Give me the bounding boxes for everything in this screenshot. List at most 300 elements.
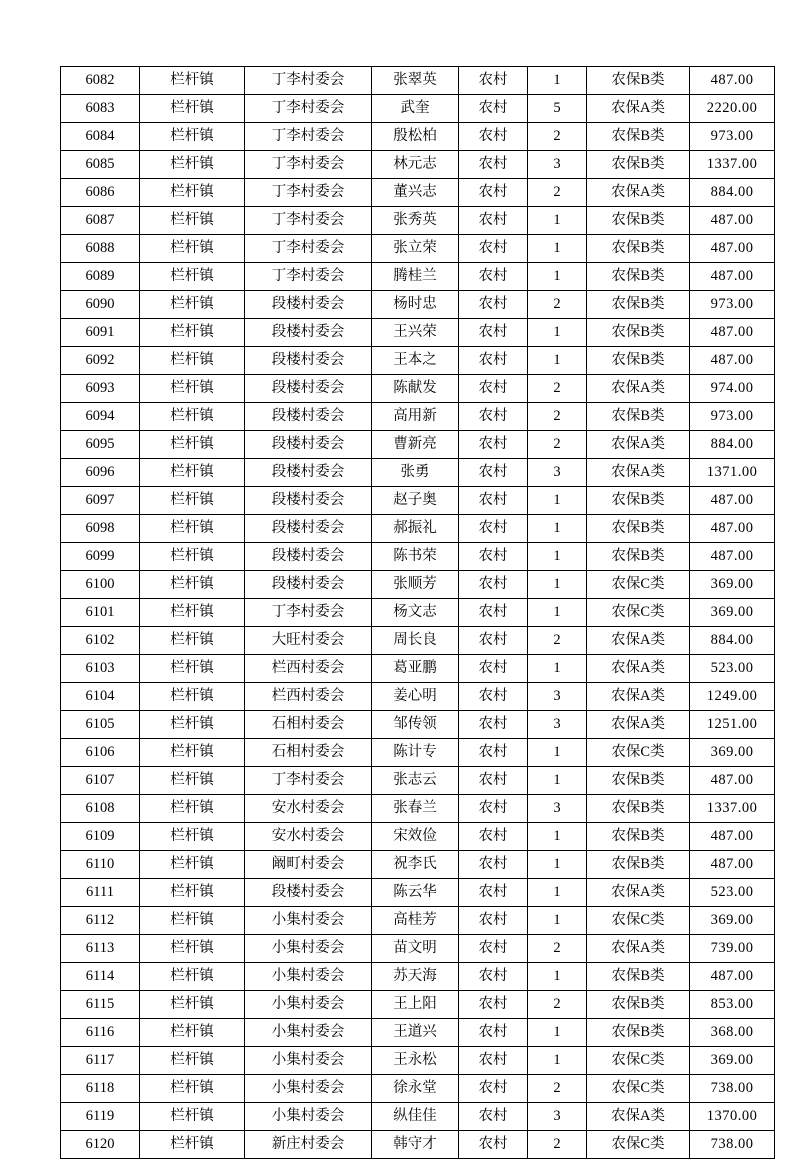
cell-count: 2 (528, 179, 587, 207)
cell-id: 6107 (61, 767, 140, 795)
cell-category: 农保A类 (587, 683, 690, 711)
cell-household-type: 农村 (459, 151, 528, 179)
table-body (61, 67, 775, 1159)
cell-name: 高用新 (372, 403, 459, 431)
cell-id: 6100 (61, 571, 140, 599)
cell-name: 徐永堂 (372, 1075, 459, 1103)
table-row (61, 263, 775, 291)
cell-village: 段楼村委会 (245, 879, 372, 907)
cell-count: 1 (528, 207, 587, 235)
table-row (61, 823, 775, 851)
cell-town: 栏杆镇 (140, 739, 245, 767)
cell-household-type: 农村 (459, 291, 528, 319)
table-row (61, 711, 775, 739)
table-row (61, 571, 775, 599)
cell-category: 农保B类 (587, 487, 690, 515)
cell-household-type: 农村 (459, 1075, 528, 1103)
cell-amount: 853.00 (690, 991, 775, 1019)
cell-name: 王上阳 (372, 991, 459, 1019)
cell-id: 6097 (61, 487, 140, 515)
cell-amount: 973.00 (690, 291, 775, 319)
cell-count: 1 (528, 851, 587, 879)
cell-town: 栏杆镇 (140, 459, 245, 487)
cell-name: 陈献发 (372, 375, 459, 403)
cell-village: 安水村委会 (245, 823, 372, 851)
cell-household-type: 农村 (459, 543, 528, 571)
cell-amount: 487.00 (690, 319, 775, 347)
table-row (61, 431, 775, 459)
cell-count: 1 (528, 767, 587, 795)
cell-count: 3 (528, 1103, 587, 1131)
cell-name: 杨时忠 (372, 291, 459, 319)
cell-count: 1 (528, 487, 587, 515)
cell-village: 新庄村委会 (245, 1131, 372, 1159)
cell-town: 栏杆镇 (140, 767, 245, 795)
cell-village: 段楼村委会 (245, 571, 372, 599)
cell-town: 栏杆镇 (140, 571, 245, 599)
cell-name: 苗文明 (372, 935, 459, 963)
cell-id: 6083 (61, 95, 140, 123)
cell-household-type: 农村 (459, 991, 528, 1019)
cell-count: 2 (528, 1131, 587, 1159)
cell-village: 小集村委会 (245, 1019, 372, 1047)
cell-amount: 523.00 (690, 655, 775, 683)
cell-village: 段楼村委会 (245, 319, 372, 347)
table-row (61, 1075, 775, 1103)
cell-amount: 1337.00 (690, 795, 775, 823)
cell-town: 栏杆镇 (140, 795, 245, 823)
cell-name: 韩守才 (372, 1131, 459, 1159)
cell-household-type: 农村 (459, 95, 528, 123)
cell-name: 王道兴 (372, 1019, 459, 1047)
cell-name: 姜心明 (372, 683, 459, 711)
table-row (61, 739, 775, 767)
cell-category: 农保B类 (587, 1019, 690, 1047)
cell-amount: 1370.00 (690, 1103, 775, 1131)
table-row (61, 235, 775, 263)
cell-village: 段楼村委会 (245, 431, 372, 459)
cell-name: 张立荣 (372, 235, 459, 263)
cell-village: 丁李村委会 (245, 151, 372, 179)
cell-category: 农保A类 (587, 655, 690, 683)
cell-amount: 487.00 (690, 823, 775, 851)
cell-name: 张志云 (372, 767, 459, 795)
cell-village: 小集村委会 (245, 1103, 372, 1131)
cell-amount: 738.00 (690, 1131, 775, 1159)
cell-amount: 884.00 (690, 431, 775, 459)
cell-town: 栏杆镇 (140, 935, 245, 963)
cell-village: 段楼村委会 (245, 375, 372, 403)
cell-id: 6090 (61, 291, 140, 319)
cell-name: 殷松柏 (372, 123, 459, 151)
cell-amount: 1251.00 (690, 711, 775, 739)
cell-town: 栏杆镇 (140, 347, 245, 375)
cell-town: 栏杆镇 (140, 319, 245, 347)
cell-name: 纵佳佳 (372, 1103, 459, 1131)
cell-amount: 523.00 (690, 879, 775, 907)
cell-id: 6106 (61, 739, 140, 767)
cell-id: 6084 (61, 123, 140, 151)
cell-category: 农保B类 (587, 67, 690, 95)
cell-village: 栏西村委会 (245, 683, 372, 711)
cell-category: 农保B类 (587, 543, 690, 571)
cell-category: 农保B类 (587, 823, 690, 851)
cell-household-type: 农村 (459, 235, 528, 263)
cell-town: 栏杆镇 (140, 683, 245, 711)
cell-name: 陈计专 (372, 739, 459, 767)
cell-count: 5 (528, 95, 587, 123)
cell-name: 周长良 (372, 627, 459, 655)
cell-village: 丁李村委会 (245, 67, 372, 95)
table-row (61, 599, 775, 627)
table-row (61, 459, 775, 487)
cell-village: 丁李村委会 (245, 95, 372, 123)
cell-town: 栏杆镇 (140, 991, 245, 1019)
cell-town: 栏杆镇 (140, 515, 245, 543)
cell-town: 栏杆镇 (140, 291, 245, 319)
cell-household-type: 农村 (459, 1019, 528, 1047)
cell-amount: 884.00 (690, 627, 775, 655)
cell-count: 3 (528, 683, 587, 711)
cell-town: 栏杆镇 (140, 487, 245, 515)
cell-id: 6094 (61, 403, 140, 431)
cell-town: 栏杆镇 (140, 431, 245, 459)
table-row (61, 1131, 775, 1159)
cell-town: 栏杆镇 (140, 263, 245, 291)
cell-count: 1 (528, 907, 587, 935)
cell-village: 段楼村委会 (245, 515, 372, 543)
cell-id: 6082 (61, 67, 140, 95)
cell-id: 6103 (61, 655, 140, 683)
table-row (61, 683, 775, 711)
cell-amount: 487.00 (690, 347, 775, 375)
table-row (61, 487, 775, 515)
cell-name: 陈书荣 (372, 543, 459, 571)
cell-household-type: 农村 (459, 767, 528, 795)
cell-town: 栏杆镇 (140, 1131, 245, 1159)
cell-household-type: 农村 (459, 851, 528, 879)
table-row (61, 403, 775, 431)
cell-name: 王本之 (372, 347, 459, 375)
cell-count: 1 (528, 347, 587, 375)
cell-count: 1 (528, 263, 587, 291)
cell-id: 6101 (61, 599, 140, 627)
cell-amount: 487.00 (690, 263, 775, 291)
cell-count: 1 (528, 515, 587, 543)
cell-amount: 738.00 (690, 1075, 775, 1103)
cell-town: 栏杆镇 (140, 711, 245, 739)
cell-count: 2 (528, 935, 587, 963)
cell-household-type: 农村 (459, 795, 528, 823)
cell-amount: 1249.00 (690, 683, 775, 711)
cell-category: 农保B类 (587, 767, 690, 795)
cell-village: 大旺村委会 (245, 627, 372, 655)
cell-count: 1 (528, 879, 587, 907)
cell-name: 赵子奥 (372, 487, 459, 515)
cell-name: 张勇 (372, 459, 459, 487)
cell-town: 栏杆镇 (140, 543, 245, 571)
cell-id: 6110 (61, 851, 140, 879)
cell-household-type: 农村 (459, 375, 528, 403)
cell-town: 栏杆镇 (140, 879, 245, 907)
cell-id: 6089 (61, 263, 140, 291)
cell-amount: 487.00 (690, 487, 775, 515)
cell-town: 栏杆镇 (140, 599, 245, 627)
cell-household-type: 农村 (459, 487, 528, 515)
cell-town: 栏杆镇 (140, 1103, 245, 1131)
cell-id: 6119 (61, 1103, 140, 1131)
table-row (61, 879, 775, 907)
cell-name: 张秀英 (372, 207, 459, 235)
table-row (61, 179, 775, 207)
cell-name: 张翠英 (372, 67, 459, 95)
cell-name: 葛亚鹏 (372, 655, 459, 683)
table-row (61, 655, 775, 683)
cell-count: 2 (528, 627, 587, 655)
table-row (61, 907, 775, 935)
cell-household-type: 农村 (459, 515, 528, 543)
cell-count: 1 (528, 235, 587, 263)
cell-id: 6093 (61, 375, 140, 403)
subsidy-table (60, 66, 775, 1159)
cell-count: 2 (528, 403, 587, 431)
cell-count: 1 (528, 543, 587, 571)
table-row (61, 1047, 775, 1075)
cell-household-type: 农村 (459, 179, 528, 207)
cell-household-type: 农村 (459, 1103, 528, 1131)
cell-town: 栏杆镇 (140, 403, 245, 431)
table-row (61, 935, 775, 963)
cell-name: 郝振礼 (372, 515, 459, 543)
cell-town: 栏杆镇 (140, 1019, 245, 1047)
cell-village: 段楼村委会 (245, 403, 372, 431)
table-row (61, 543, 775, 571)
cell-village: 段楼村委会 (245, 487, 372, 515)
cell-amount: 369.00 (690, 571, 775, 599)
cell-count: 3 (528, 459, 587, 487)
cell-name: 高桂芳 (372, 907, 459, 935)
cell-village: 丁李村委会 (245, 123, 372, 151)
cell-amount: 369.00 (690, 907, 775, 935)
cell-amount: 368.00 (690, 1019, 775, 1047)
cell-count: 1 (528, 571, 587, 599)
cell-category: 农保C类 (587, 571, 690, 599)
cell-id: 6099 (61, 543, 140, 571)
cell-category: 农保B类 (587, 515, 690, 543)
table-row (61, 851, 775, 879)
cell-count: 1 (528, 823, 587, 851)
cell-category: 农保A类 (587, 879, 690, 907)
table-row (61, 1103, 775, 1131)
table-row (61, 375, 775, 403)
table-row (61, 991, 775, 1019)
cell-name: 武奎 (372, 95, 459, 123)
cell-village: 小集村委会 (245, 963, 372, 991)
cell-category: 农保C类 (587, 907, 690, 935)
table-row (61, 347, 775, 375)
cell-village: 丁李村委会 (245, 179, 372, 207)
cell-name: 张顺芳 (372, 571, 459, 599)
cell-household-type: 农村 (459, 711, 528, 739)
cell-id: 6091 (61, 319, 140, 347)
cell-category: 农保B类 (587, 963, 690, 991)
cell-household-type: 农村 (459, 823, 528, 851)
cell-id: 6092 (61, 347, 140, 375)
cell-category: 农保B类 (587, 991, 690, 1019)
cell-category: 农保A类 (587, 431, 690, 459)
cell-household-type: 农村 (459, 879, 528, 907)
cell-amount: 2220.00 (690, 95, 775, 123)
cell-amount: 487.00 (690, 67, 775, 95)
cell-category: 农保B类 (587, 291, 690, 319)
cell-id: 6116 (61, 1019, 140, 1047)
cell-amount: 487.00 (690, 543, 775, 571)
cell-household-type: 农村 (459, 963, 528, 991)
cell-village: 丁李村委会 (245, 599, 372, 627)
cell-household-type: 农村 (459, 935, 528, 963)
cell-household-type: 农村 (459, 1131, 528, 1159)
cell-town: 栏杆镇 (140, 207, 245, 235)
cell-town: 栏杆镇 (140, 375, 245, 403)
cell-village: 丁李村委会 (245, 235, 372, 263)
cell-category: 农保C类 (587, 739, 690, 767)
cell-village: 栏西村委会 (245, 655, 372, 683)
cell-category: 农保A类 (587, 627, 690, 655)
cell-name: 王永松 (372, 1047, 459, 1075)
cell-count: 2 (528, 431, 587, 459)
cell-town: 栏杆镇 (140, 627, 245, 655)
cell-village: 小集村委会 (245, 935, 372, 963)
cell-id: 6095 (61, 431, 140, 459)
cell-category: 农保B类 (587, 235, 690, 263)
cell-household-type: 农村 (459, 207, 528, 235)
cell-household-type: 农村 (459, 1047, 528, 1075)
table-row (61, 627, 775, 655)
cell-category: 农保C类 (587, 1075, 690, 1103)
cell-household-type: 农村 (459, 683, 528, 711)
cell-count: 3 (528, 711, 587, 739)
cell-name: 张春兰 (372, 795, 459, 823)
cell-category: 农保A类 (587, 1103, 690, 1131)
cell-town: 栏杆镇 (140, 235, 245, 263)
cell-town: 栏杆镇 (140, 963, 245, 991)
cell-town: 栏杆镇 (140, 67, 245, 95)
cell-household-type: 农村 (459, 319, 528, 347)
cell-village: 段楼村委会 (245, 291, 372, 319)
cell-household-type: 农村 (459, 431, 528, 459)
cell-amount: 487.00 (690, 515, 775, 543)
cell-id: 6118 (61, 1075, 140, 1103)
cell-category: 农保A类 (587, 459, 690, 487)
cell-category: 农保C类 (587, 599, 690, 627)
cell-town: 栏杆镇 (140, 151, 245, 179)
cell-id: 6098 (61, 515, 140, 543)
cell-village: 小集村委会 (245, 1075, 372, 1103)
table-row (61, 319, 775, 347)
cell-household-type: 农村 (459, 739, 528, 767)
cell-household-type: 农村 (459, 67, 528, 95)
cell-id: 6109 (61, 823, 140, 851)
cell-count: 1 (528, 67, 587, 95)
cell-village: 安水村委会 (245, 795, 372, 823)
cell-id: 6113 (61, 935, 140, 963)
cell-count: 1 (528, 599, 587, 627)
table-row (61, 767, 775, 795)
cell-category: 农保B类 (587, 151, 690, 179)
cell-amount: 973.00 (690, 123, 775, 151)
cell-name: 董兴志 (372, 179, 459, 207)
cell-name: 邹传领 (372, 711, 459, 739)
table-row (61, 151, 775, 179)
cell-id: 6108 (61, 795, 140, 823)
cell-id: 6104 (61, 683, 140, 711)
cell-amount: 739.00 (690, 935, 775, 963)
cell-name: 林元志 (372, 151, 459, 179)
cell-category: 农保C类 (587, 1047, 690, 1075)
table-row (61, 123, 775, 151)
cell-household-type: 农村 (459, 571, 528, 599)
cell-count: 1 (528, 319, 587, 347)
cell-count: 2 (528, 123, 587, 151)
cell-household-type: 农村 (459, 263, 528, 291)
cell-count: 1 (528, 963, 587, 991)
cell-amount: 1337.00 (690, 151, 775, 179)
cell-category: 农保B类 (587, 123, 690, 151)
table-row (61, 67, 775, 95)
cell-village: 石相村委会 (245, 711, 372, 739)
cell-amount: 487.00 (690, 963, 775, 991)
cell-village: 段楼村委会 (245, 543, 372, 571)
cell-town: 栏杆镇 (140, 1047, 245, 1075)
table-row (61, 95, 775, 123)
cell-village: 小集村委会 (245, 991, 372, 1019)
cell-count: 2 (528, 1075, 587, 1103)
cell-household-type: 农村 (459, 907, 528, 935)
cell-amount: 1371.00 (690, 459, 775, 487)
table-row (61, 515, 775, 543)
cell-category: 农保A类 (587, 95, 690, 123)
cell-town: 栏杆镇 (140, 95, 245, 123)
cell-id: 6115 (61, 991, 140, 1019)
cell-category: 农保B类 (587, 347, 690, 375)
cell-village: 段楼村委会 (245, 459, 372, 487)
cell-town: 栏杆镇 (140, 851, 245, 879)
cell-id: 6111 (61, 879, 140, 907)
cell-village: 阚町村委会 (245, 851, 372, 879)
cell-count: 2 (528, 375, 587, 403)
cell-amount: 973.00 (690, 403, 775, 431)
cell-amount: 369.00 (690, 1047, 775, 1075)
cell-count: 2 (528, 991, 587, 1019)
cell-name: 腾桂兰 (372, 263, 459, 291)
cell-amount: 369.00 (690, 739, 775, 767)
cell-village: 丁李村委会 (245, 767, 372, 795)
cell-count: 1 (528, 655, 587, 683)
cell-household-type: 农村 (459, 347, 528, 375)
cell-amount: 884.00 (690, 179, 775, 207)
cell-id: 6112 (61, 907, 140, 935)
table-row (61, 207, 775, 235)
cell-village: 丁李村委会 (245, 263, 372, 291)
cell-id: 6087 (61, 207, 140, 235)
cell-amount: 487.00 (690, 207, 775, 235)
cell-household-type: 农村 (459, 459, 528, 487)
cell-amount: 974.00 (690, 375, 775, 403)
cell-town: 栏杆镇 (140, 179, 245, 207)
cell-name: 曹新亮 (372, 431, 459, 459)
cell-category: 农保C类 (587, 1131, 690, 1159)
cell-name: 祝李氏 (372, 851, 459, 879)
